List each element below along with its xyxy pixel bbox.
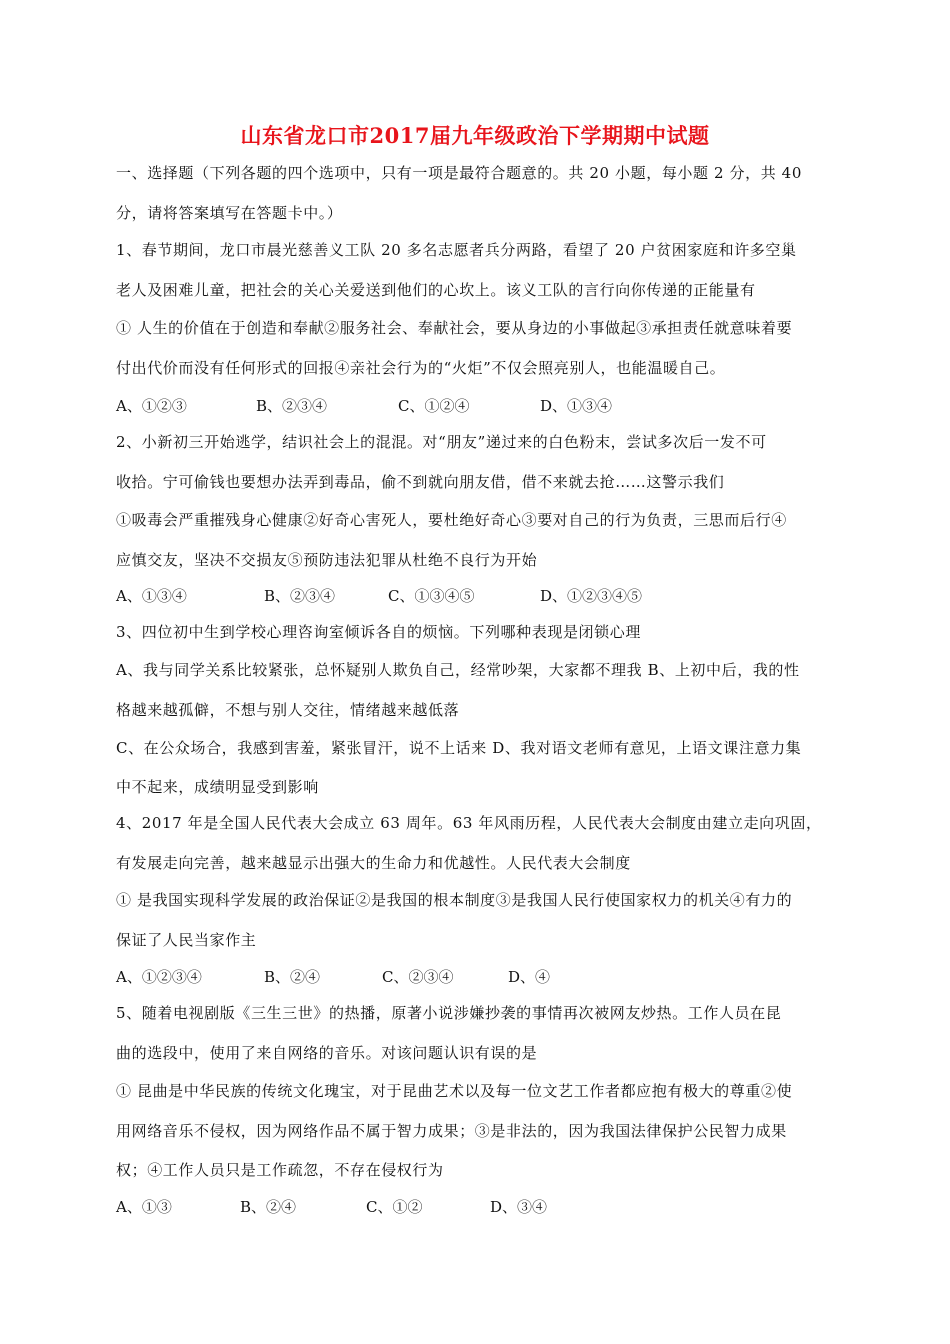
q4-statement-line-2: 保证了人民当家作主: [116, 931, 257, 949]
q4-statement-line-1: ① 是我国实现科学发展的政治保证②是我国的根本制度③是我国人民行使国家权力的机关④有力的: [116, 891, 793, 909]
q5-option-d: D、③④: [490, 1198, 548, 1216]
q4-option-b: B、②④: [264, 968, 321, 986]
q3-stem-line-1: 3、四位初中生到学校心理咨询室倾诉各自的烦恼。下列哪种表现是闭锁心理: [116, 623, 641, 641]
q5-option-a: A、①③: [116, 1198, 172, 1216]
q3-choice-line-2: 格越来越孤僻，不想与别人交往，情绪越来越低落: [116, 701, 460, 719]
q4-stem-line-1: 4、2017 年是全国人民代表大会成立 63 周年。63 年风雨历程，人民代表大会制度由建立走向巩固，: [116, 814, 822, 832]
q2-stem-line-2: 收拾。宁可偷钱也要想办法弄到毒品，偷不到就向朋友借，借不来就去抢……这警示我们: [116, 473, 725, 491]
q2-statement-line-1: ①吸毒会严重摧残身心健康②好奇心害死人，要杜绝好奇心③要对自己的行为负责，三思而后行④: [116, 511, 787, 529]
page-title: 山东省龙口市2017届九年级政治下学期期中试题: [240, 123, 710, 148]
q3-choice-line-4: 中不起来，成绩明显受到影响: [116, 778, 319, 796]
q5-option-b: B、②④: [240, 1198, 297, 1216]
section-instructions-line-2: 分，请将答案填写在答题卡中。）: [116, 204, 343, 222]
q4-option-d: D、④: [508, 968, 551, 986]
q5-statement-line-3: 权；④工作人员只是工作疏忽，不存在侵权行为: [116, 1161, 444, 1179]
q2-option-d: D、①②③④⑤: [540, 587, 643, 605]
q2-option-c: C、①③④⑤: [388, 587, 475, 605]
q5-stem-line-1: 5、随着电视剧版《三生三世》的热播，原著小说涉嫌抄袭的事情再次被网友炒热。工作人员在昆: [116, 1004, 782, 1022]
q1-stem-line-1: 1、春节期间，龙口市晨光慈善义工队 20 多名志愿者兵分两路，看望了 20 户贫困家庭和许多空巢: [116, 241, 797, 259]
q2-option-b: B、②③④: [264, 587, 336, 605]
q1-option-c: C、①②④: [398, 397, 470, 415]
q2-option-a: A、①③④: [116, 587, 187, 605]
q4-option-c: C、②③④: [382, 968, 454, 986]
q5-stem-line-2: 曲的选段中，使用了来自网络的音乐。对该问题认识有误的是: [116, 1044, 538, 1062]
q4-option-a: A、①②③④: [116, 968, 202, 986]
q4-stem-line-2: 有发展走向完善，越来越显示出强大的生命力和优越性。人民代表大会制度: [116, 854, 631, 872]
q5-statement-line-2: 用网络音乐不侵权，因为网络作品不属于智力成果；③是非法的，因为我国法律保护公民智力成果: [116, 1122, 787, 1140]
section-instructions-line-1: 一、选择题（下列各题的四个选项中，只有一项是最符合题意的。共 20 小题，每小题 2 分，共 40: [116, 164, 802, 182]
q1-statement-line-2: 付出代价而没有任何形式的回报④亲社会行为的“火炬”不仅会照亮别人，也能温暖自己。: [116, 359, 726, 377]
q1-stem-line-2: 老人及困难儿童，把社会的关心关爱送到他们的心坎上。该义工队的言行向你传递的正能量有: [116, 281, 756, 299]
q2-statement-line-2: 应慎交友，坚决不交损友⑤预防违法犯罪从杜绝不良行为开始: [116, 551, 538, 569]
q1-option-d: D、①③④: [540, 397, 613, 415]
q2-stem-line-1: 2、小新初三开始逃学，结识社会上的混混。对“朋友”递过来的白色粉末，尝试多次后一发不可: [116, 433, 767, 451]
q1-option-a: A、①②③: [116, 397, 187, 415]
q3-choice-line-3: C、在公众场合，我感到害羞，紧张冒汗，说不上话来 D、我对语文老师有意见，上语文课注意力集: [116, 739, 802, 757]
q1-option-b: B、②③④: [256, 397, 328, 415]
q1-statement-line-1: ① 人生的价值在于创造和奉献②服务社会、奉献社会，要从身边的小事做起③承担责任就意味着要: [116, 319, 793, 337]
q5-option-c: C、①②: [366, 1198, 423, 1216]
q3-choice-line-1: A、我与同学关系比较紧张，总怀疑别人欺负自己，经常吵架，大家都不理我 B、上初中后，我的性: [116, 661, 800, 679]
q5-statement-line-1: ① 昆曲是中华民族的传统文化瑰宝，对于昆曲艺术以及每一位文艺工作者都应抱有极大的尊重②使: [116, 1082, 793, 1100]
